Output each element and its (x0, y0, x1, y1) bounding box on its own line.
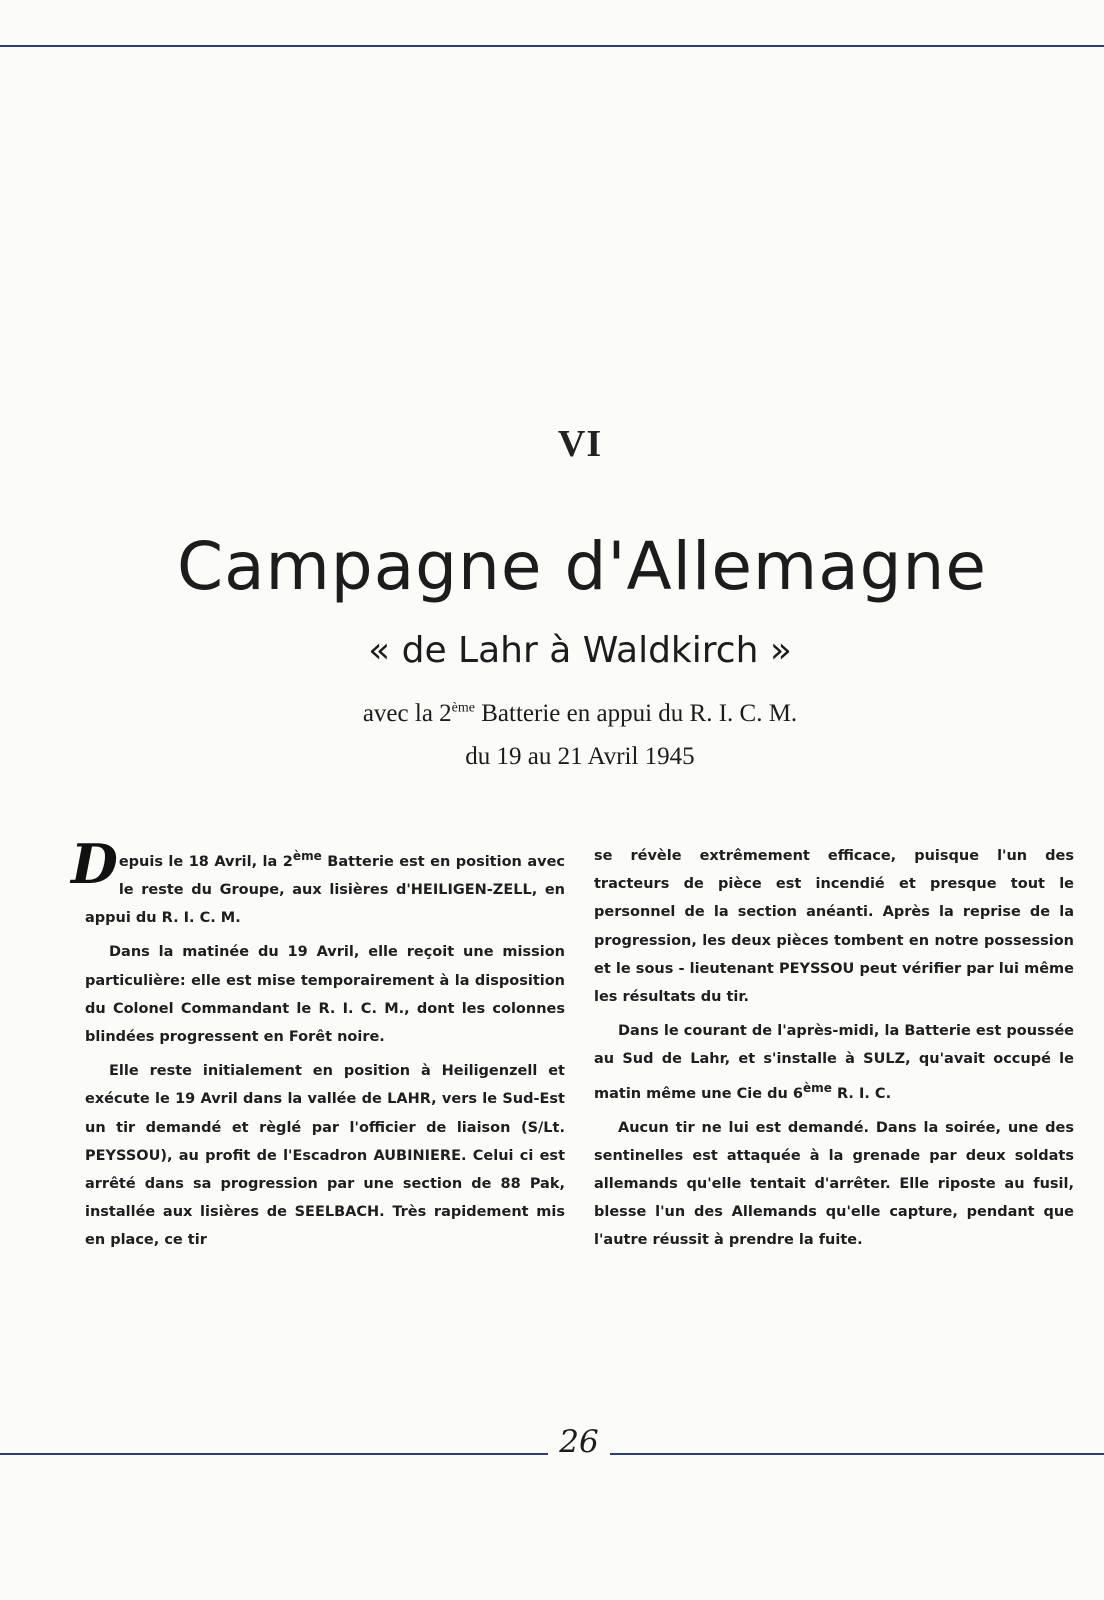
paragraph-text: R. I. C. (831, 1085, 892, 1102)
subtitle-line-battery (0, 700, 1104, 728)
top-rule (0, 45, 1104, 47)
ordinal-suffix: ème (802, 1080, 832, 1095)
battery-ordinal-suffix: ème (451, 700, 475, 716)
page-title: Campagne d'Allemagne (176, 528, 987, 605)
drop-cap: D (71, 832, 118, 896)
subtitle-line-dates: du 19 au 21 Avril 1945 (465, 743, 695, 770)
ordinal-suffix: ème (292, 849, 322, 863)
paragraph: Dans la matinée du 19 Avril, elle reçoit une mission particulière: elle est mise temporairement à la disposition du Colonel Commandant le R. I. C. M., dont les colonnes blindées progressent en Forêt noire. (85, 944, 565, 1046)
page-subtitle: « de Lahr à Waldkirch » (368, 630, 792, 671)
paragraph (594, 1017, 1074, 1107)
paragraph-text: Batterie est en position avec le reste du Groupe, aux lisières d'HEILIGEN-ZELL, en appui du R. I. C. M. (85, 853, 565, 927)
battery-text-start: avec la 2 (362, 700, 452, 727)
paragraph (71, 832, 565, 932)
paragraph-text: Dans le courant de l'après-midi, la Batterie est poussée au Sud de Lahr, et s'installe à SULZ, qu'avait occupé le matin même une Cie du 6 (594, 1023, 1074, 1102)
bottom-rule-right (610, 1453, 1104, 1455)
paragraph: se révèle extrêmement efficace, puisque l'un des tracteurs de pièce est incendié et presque tout le personnel de la section anéanti. Après la reprise de la progression, les deux pièces tombent en notre possession et le sous - lieutenant PEYSSOU peut vérifier par lui même les résultats du tir. (594, 848, 1074, 1006)
paragraph: Elle reste initialement en position à Heiligenzell et exécute le 19 Avril dans la vallée de LAHR, vers le Sud-Est un tir demandé et règlé par l'officier de liaison (S/Lt. PEYSSOU), au profit de l'Escadron AUBINIERE. Celui ci est arrêté dans sa progression par une section de 88 Pak, installée aux lisières de SEELBACH. Très rapidement mis en place, ce tir (85, 1063, 565, 1249)
paragraph-text: epuis le 18 Avril, la 2 (118, 853, 293, 870)
battery-text-end: Batterie en appui du R. I. C. M. (475, 700, 798, 727)
bottom-rule-left (0, 1453, 548, 1455)
text-column-right (594, 842, 1074, 1255)
paragraph: Aucun tir ne lui est demandé. Dans la soirée, une des sentinelles est attaquée à la grenade par deux soldats allemands qu'elle tentait d'arrêter. Elle riposte au fusil, blesse l'un des Allemands qu'elle capture, pendant que l'autre réussit à prendre la fuite. (594, 1119, 1074, 1249)
chapter-number: VI (557, 423, 603, 465)
text-column-left (71, 832, 565, 1255)
page-number: 26 (559, 1424, 599, 1460)
